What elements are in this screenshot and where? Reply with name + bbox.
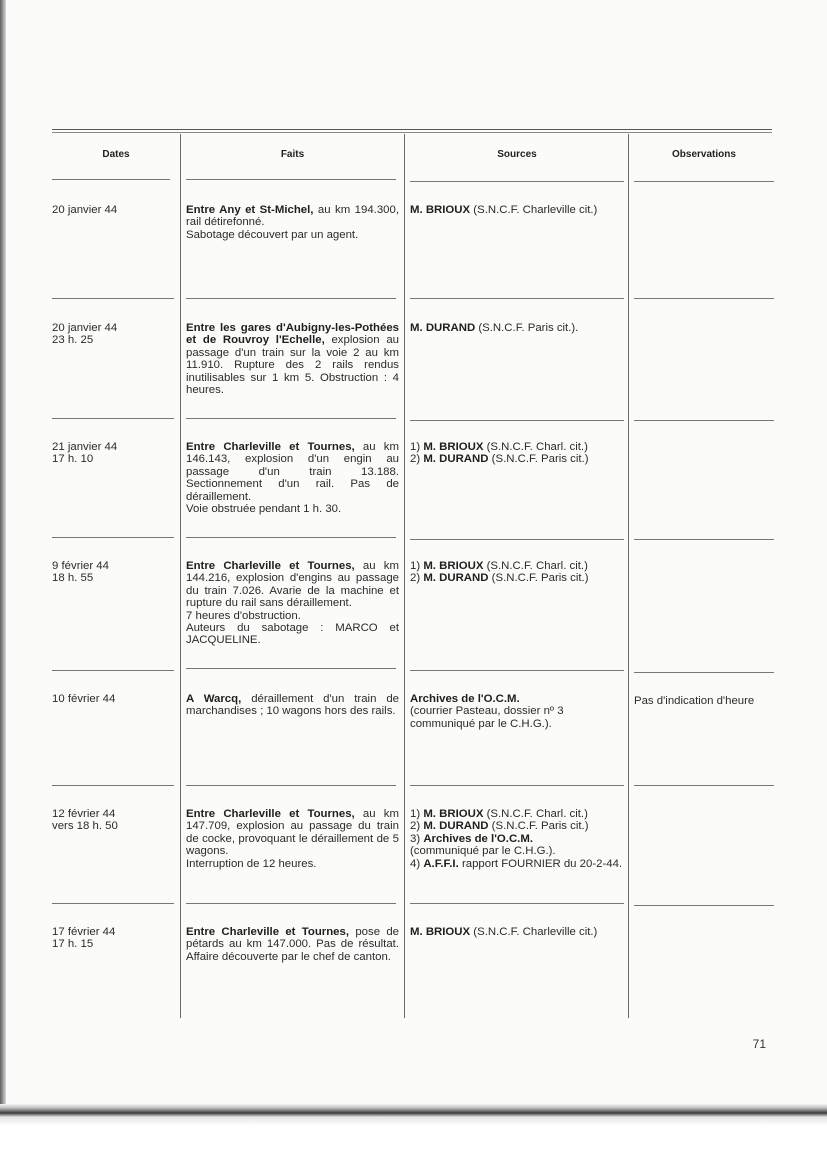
source-detail: (S.N.C.F. Paris cit.) bbox=[491, 572, 589, 585]
date-cell bbox=[52, 693, 172, 705]
source-detail: (S.N.C.F. Charleville cit.) bbox=[473, 204, 598, 216]
row-separator bbox=[410, 903, 624, 904]
row-separator bbox=[410, 420, 624, 421]
date-line: 20 janvier 44 bbox=[52, 322, 118, 334]
source-cell bbox=[410, 441, 624, 466]
source-name: A.F.F.I. bbox=[423, 857, 459, 870]
fact-text: au km 144.216, explosion d'engins au passage du train 7.026. Avarie de la machine et rupture du rail sans déraillement. bbox=[186, 560, 399, 610]
source-detail: (communiqué par le C.H.G.). bbox=[410, 845, 556, 858]
fact-cell bbox=[186, 322, 399, 396]
source-entry bbox=[410, 453, 624, 465]
fact-lead: Entre les gares d'Aubigny-les-Pothées et de Rouvroy l'Echelle, bbox=[186, 322, 399, 347]
column-divider bbox=[404, 134, 405, 1018]
fact-cell bbox=[186, 204, 399, 241]
fact-cell bbox=[186, 441, 399, 515]
fact-lead: Entre Charleville et Tournes, bbox=[186, 926, 350, 938]
source-number: 3) bbox=[410, 832, 421, 845]
source-number: 4) bbox=[410, 857, 421, 870]
source-name: M. DURAND bbox=[423, 820, 489, 833]
row-separator bbox=[186, 537, 396, 538]
source-name: M. BRIOUX bbox=[410, 204, 471, 216]
row-separator bbox=[186, 418, 396, 419]
time-line: 17 h. 15 bbox=[52, 938, 94, 951]
column-divider bbox=[628, 134, 629, 1018]
fact-lead: Entre Charleville et Tournes, bbox=[186, 441, 355, 453]
source-entry bbox=[410, 858, 624, 870]
source-detail: (S.N.C.F. Charl. cit.) bbox=[486, 441, 588, 453]
table-top-rule-secondary bbox=[52, 132, 772, 133]
source-cell bbox=[410, 693, 624, 730]
date-line: 20 janvier 44 bbox=[52, 204, 118, 216]
row-separator bbox=[410, 670, 624, 671]
header-sources: Sources bbox=[497, 149, 537, 160]
fact-lead: A Warcq, bbox=[186, 693, 242, 705]
source-cell bbox=[410, 204, 624, 216]
source-detail: rapport FOURNIER du 20-2-44. bbox=[461, 857, 623, 870]
page-bottom-edge bbox=[0, 1104, 827, 1168]
fact-extra: 7 heures d'obstruction. bbox=[186, 609, 301, 622]
source-entry bbox=[410, 560, 624, 572]
source-detail: (S.N.C.F. Paris cit.) bbox=[491, 820, 589, 833]
source-entry bbox=[410, 572, 624, 584]
fact-extra: Interruption de 12 heures. bbox=[186, 857, 317, 870]
fact-lead: Entre Charleville et Tournes, bbox=[186, 808, 355, 820]
row-separator bbox=[634, 298, 774, 299]
source-number: 2) bbox=[410, 453, 421, 466]
source-cell bbox=[410, 926, 624, 938]
row-separator bbox=[634, 420, 774, 421]
source-name: M. DURAND bbox=[423, 572, 489, 585]
source-cell bbox=[410, 322, 624, 334]
source-number: 1) bbox=[410, 441, 421, 453]
date-cell bbox=[52, 560, 172, 585]
source-entry bbox=[410, 808, 624, 820]
column-divider bbox=[180, 134, 181, 1018]
source-name: Archives de l'O.C.M. bbox=[423, 832, 533, 845]
row-separator bbox=[410, 539, 624, 540]
row-separator bbox=[52, 537, 174, 538]
row-separator bbox=[634, 905, 774, 906]
row-separator bbox=[186, 179, 396, 180]
source-entry bbox=[410, 926, 624, 938]
source-entry bbox=[410, 833, 624, 845]
source-cell bbox=[410, 808, 624, 870]
source-name: M. BRIOUX bbox=[423, 808, 484, 820]
source-detail: (S.N.C.F. Charleville cit.) bbox=[473, 926, 598, 938]
row-separator bbox=[186, 785, 396, 786]
date-line: 17 février 44 bbox=[52, 926, 116, 938]
date-cell bbox=[52, 322, 172, 347]
fact-extra: Auteurs du sabotage : MARCO et JACQUELINE. bbox=[186, 622, 399, 647]
fact-cell bbox=[186, 693, 399, 718]
source-number: 2) bbox=[410, 820, 421, 833]
row-separator bbox=[52, 298, 174, 299]
fact-text: explosion au passage d'un train sur la voie 2 au km 11.910. Rupture des 2 rails rendus inutilisables sur 1 km 5. Obstruction : 4 heures. bbox=[186, 334, 399, 397]
fact-extra: Voie obstruée pendant 1 h. 30. bbox=[186, 503, 342, 516]
fact-lead: Entre Charleville et Tournes, bbox=[186, 560, 355, 572]
fact-lead: Entre Any et St-Michel, bbox=[186, 204, 314, 216]
row-separator bbox=[186, 668, 396, 669]
source-detail: (S.N.C.F. Paris cit.). bbox=[478, 322, 579, 334]
date-line: 9 février 44 bbox=[52, 560, 109, 572]
row-separator bbox=[634, 539, 774, 540]
source-name: Archives de l'O.C.M. bbox=[410, 693, 520, 705]
source-entry bbox=[410, 441, 624, 453]
source-name: M. DURAND bbox=[423, 453, 489, 466]
fact-cell bbox=[186, 808, 399, 870]
date-cell bbox=[52, 441, 172, 466]
page-left-edge bbox=[0, 0, 6, 1168]
source-name: M. BRIOUX bbox=[423, 441, 484, 453]
observation-cell bbox=[634, 695, 782, 707]
source-name: M. BRIOUX bbox=[423, 560, 484, 572]
row-separator bbox=[52, 418, 174, 419]
header-faits: Faits bbox=[280, 149, 305, 160]
fact-text: pose de pétards au km 147.000. Pas de résultat. Affaire découverte par le chef de canton. bbox=[186, 926, 399, 963]
row-separator bbox=[52, 179, 170, 180]
row-separator bbox=[410, 181, 624, 182]
header-observations: Observations bbox=[672, 149, 736, 160]
table-top-rule bbox=[52, 129, 772, 130]
source-cell bbox=[410, 560, 624, 585]
row-separator bbox=[52, 785, 174, 786]
row-separator bbox=[410, 298, 624, 299]
date-cell bbox=[52, 926, 172, 951]
fact-text: au km 146.143, explosion d'un engin au passage d'un train 13.188. Sectionnement d'un rail. Pas de déraillement. bbox=[186, 441, 399, 503]
source-detail: (S.N.C.F. Charl. cit.) bbox=[486, 560, 588, 572]
source-detail: (S.N.C.F. Paris cit.) bbox=[491, 453, 589, 466]
date-line: 21 janvier 44 bbox=[52, 441, 118, 453]
time-line: 18 h. 55 bbox=[52, 572, 94, 585]
fact-cell bbox=[186, 926, 399, 963]
header-dates: Dates bbox=[102, 149, 130, 160]
date-cell bbox=[52, 204, 172, 216]
date-line: 12 février 44 bbox=[52, 808, 116, 820]
date-line: 10 février 44 bbox=[52, 693, 116, 705]
source-entry bbox=[410, 322, 624, 334]
time-line: 17 h. 10 bbox=[52, 453, 94, 466]
source-detail: (courrier Pasteau, dossier nº 3 communiqué par le C.H.G.). bbox=[410, 705, 564, 730]
fact-text: au km 147.709, explosion au passage du train de cocke, provoquant le déraillement de 5 wagons. bbox=[186, 808, 399, 858]
row-separator bbox=[410, 785, 624, 786]
observation-text: Pas d'indication d'heure bbox=[634, 695, 755, 707]
row-separator bbox=[634, 785, 774, 786]
row-separator bbox=[634, 672, 774, 673]
fact-text: au km 194.300, rail détirefonné. bbox=[186, 204, 399, 229]
date-cell bbox=[52, 808, 172, 833]
source-name: M. BRIOUX bbox=[410, 926, 471, 938]
row-separator bbox=[186, 298, 396, 299]
source-number: 1) bbox=[410, 808, 421, 820]
row-separator bbox=[52, 670, 174, 671]
fact-extra: Sabotage découvert par un agent. bbox=[186, 228, 359, 241]
row-separator bbox=[186, 903, 396, 904]
time-line: 23 h. 25 bbox=[52, 334, 94, 347]
fact-cell bbox=[186, 560, 399, 647]
row-separator bbox=[634, 181, 774, 182]
source-name: M. DURAND bbox=[410, 322, 476, 334]
source-number: 2) bbox=[410, 572, 421, 585]
row-separator bbox=[52, 903, 174, 904]
source-detail: (S.N.C.F. Charl. cit.) bbox=[486, 808, 588, 820]
source-entry bbox=[410, 820, 624, 832]
source-number: 1) bbox=[410, 560, 421, 572]
page-number: 71 bbox=[752, 1037, 766, 1051]
source-entry bbox=[410, 204, 624, 216]
fact-text: déraillement d'un train de marchandises ; 10 wagons hors des rails. bbox=[186, 693, 399, 718]
time-line: vers 18 h. 50 bbox=[52, 820, 118, 833]
